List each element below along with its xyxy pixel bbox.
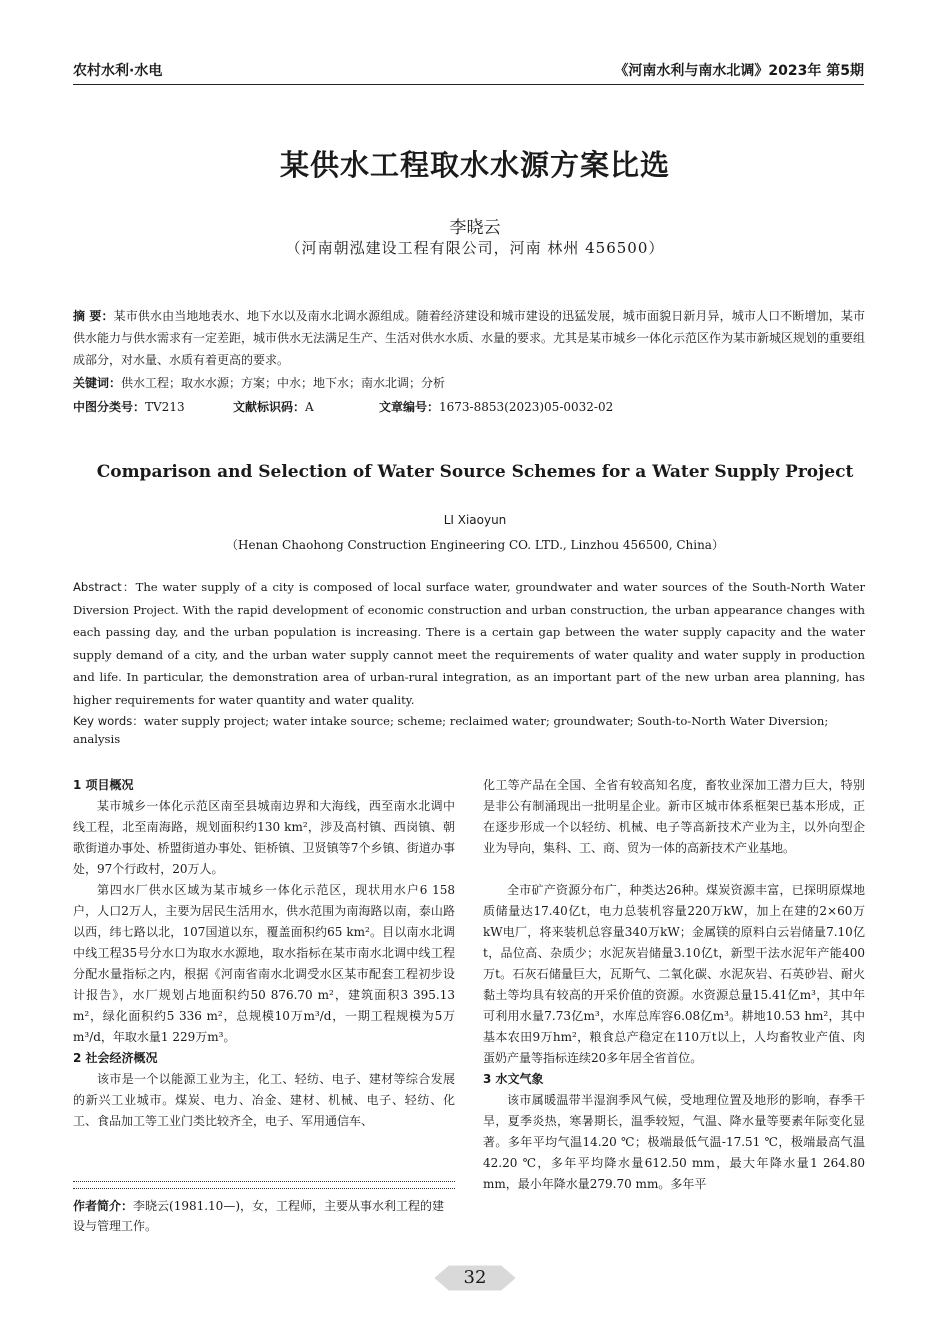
author-english: LI Xiaoyun (443, 513, 507, 527)
abstract-en-label: Abstract： (73, 580, 136, 594)
keywords-chinese (73, 374, 865, 392)
footnote-text: 李晓云(1981.10—)，女，工程师，主要从事水利工程的建设与管理工作。 (73, 1199, 445, 1233)
section-heading-2: 2 社会经济概况 (73, 1051, 158, 1065)
footnote-rule (73, 1181, 455, 1189)
section-heading-1: 1 项目概况 (73, 778, 134, 792)
page-number (435, 1265, 515, 1291)
header-rule (73, 84, 864, 85)
body-column-right (483, 775, 865, 1195)
body-column-left (73, 775, 455, 1153)
abstract-en-text: The water supply of a city is composed of local surface water, groundwater and water sources of the South-North Water Diversion Project. With the rapid development of economic construction and urban construction, the urban appearance changes with each passing day, and the urban population is increasing. There is a certain gap between the water supply capacity and the water supply demand of a city, and the urban water supply cannot meet the requirements of water quality and water supply in production and life. In particular, the demonstration area of urban-rural integration, as an important part of the new urban area planning, has higher requirements for water quantity and water quality. (73, 580, 865, 707)
abstract-label: 摘 要： (73, 309, 114, 323)
paragraph: 全市矿产资源分布广，种类达26种。煤炭资源丰富，已探明原煤地质储量达17.40亿t，电力总装机容量220万kW，加上在建的2×60万kW电厂，将来装机总容量340万kW；金属镁的原料白云岩储量7.10亿t，品位高、杂质少；水泥灰岩储量3.10亿t，新型干法水泥年产能400万t。石灰石储量巨大，瓦斯气、二氧化碳、水泥灰岩、石英砂岩、耐火黏土等均具有较高的开采价值的资源。水资源总量15.41亿m³，其中年可利用水量7.73亿m³，水库总库容6.08亿m³。耕地10.53 hm²，其中基本农田9万hm²，粮食总产稳定在110万t以上，人均畜牧业产值、肉蛋奶产量等指标连续20多年居全省首位。 (483, 883, 865, 1065)
paragraph: 该市是一个以能源工业为主，化工、轻纺、电子、建材等综合发展的新兴工业城市。煤炭、电力、冶金、建材、机械、电子、轻纺、化工、食品加工等工业门类比较齐全，电子、军用通信车、 (73, 1072, 455, 1128)
affiliation-chinese: （河南朝泓建设工程有限公司，河南 林州 456500） (285, 239, 665, 257)
paragraph-continued: 化工等产品在全国、全省有较高知名度，畜牧业深加工潜力巨大，特别是非公有制涌现出一批明星企业。新市区城市体系框架已基本形成，正在逐步形成一个以轻纺、机械、电子等高新技术产业为主，以外向型企业为导向，集科、工、商、贸为一体的高新技术产业基地。 (483, 778, 865, 855)
document-code: 文献标识码：A (233, 400, 314, 414)
abstract-text: 某市供水由当地地表水、地下水以及南水北调水源组成。随着经济建设和城市建设的迅猛发展，城市面貌日新月异，城市人口不断增加，某市供水能力与供水需求有一定差距，城市供水无法满足生产、生活对供水水质、水量的要求。尤其是某市城乡一体化示范区作为某市新城区规划的重要组成部分，对水量、水质有着更高的要求。 (73, 309, 866, 367)
article-number: 文章编号：1673-8853(2023)05-0032-02 (379, 400, 614, 414)
page-number-text: 32 (463, 1267, 487, 1288)
keywords-en-label: Key words： (73, 714, 144, 728)
abstract-chinese (73, 305, 865, 371)
keywords-label: 关键词： (73, 376, 122, 390)
keywords-en-text: water supply project; water intake source; scheme; reclaimed water; groundwater; South-to-North Water Diversion; analysis (73, 714, 829, 746)
abstract-english (73, 576, 865, 711)
footnote-label: 作者简介： (73, 1199, 134, 1213)
paragraph: 某市城乡一体化示范区南至县城南边界和大海线，西至南水北调中线工程，北至南海路，规划面积约130 km²，涉及高村镇、西岗镇、朝歌街道办事处、桥盟街道办事处、钜桥镇、卫贤镇等7个乡镇、街道办事处，97个行政村，20万人。 (73, 799, 455, 876)
paragraph: 第四水厂供水区域为某市城乡一体化示范区，现状用水户6 158户，人口2万人，主要为居民生活用水，供水范围为南海路以南，泰山路以西，纬七路以北，107国道以东，覆盖面积约65 km²。目以南水北调中线工程35号分水口为取水水源地，取水指标在某市南水北调中线工程分配水量指标之内，根据《河南省南水北调受水区某市配套工程初步设计报告》，水厂规划占地面积约50 876.70 m²，建筑面积3 395.13 m²，绿化面积约5 336 m²，总规模10万m³/d，一期工程规模为5万m³/d，年取水量1 229万m³。 (73, 883, 455, 1044)
author-chinese: 李晓云 (449, 218, 501, 238)
title-english: Comparison and Selection of Water Source Schemes for a Water Supply Project (96, 462, 854, 482)
journal-section: 农村水利·水电 (73, 63, 163, 79)
affiliation-english: （Henan Chaohong Construction Engineering CO. LTD., Linzhou 456500, China） (226, 538, 724, 552)
keywords-text: 供水工程；取水水源；方案；中水；地下水；南水北调；分析 (121, 376, 446, 390)
author-footnote (73, 1196, 455, 1236)
journal-issue: 《河南水利与南水北调》2023年 第5期 (614, 63, 864, 79)
title-chinese: 某供水工程取水水源方案比选 (279, 148, 670, 182)
section-heading-3: 3 水文气象 (483, 1072, 544, 1086)
keywords-english (73, 712, 865, 748)
paragraph: 该市属暖温带半湿润季风气候，受地理位置及地形的影响，春季干旱，夏季炎热，寒暑期长，温季较短，气温、降水量等要素年际变化显著。多年平均气温14.20 ℃；极端最低气温-17.51 ℃，极端最高气温42.20 ℃，多年平均降水量612.50 mm，最大年降水量1 264.80 mm，最小年降水量279.70 mm。多年平 (483, 1093, 865, 1191)
clc-number: 中图分类号：TV213 (73, 400, 185, 414)
